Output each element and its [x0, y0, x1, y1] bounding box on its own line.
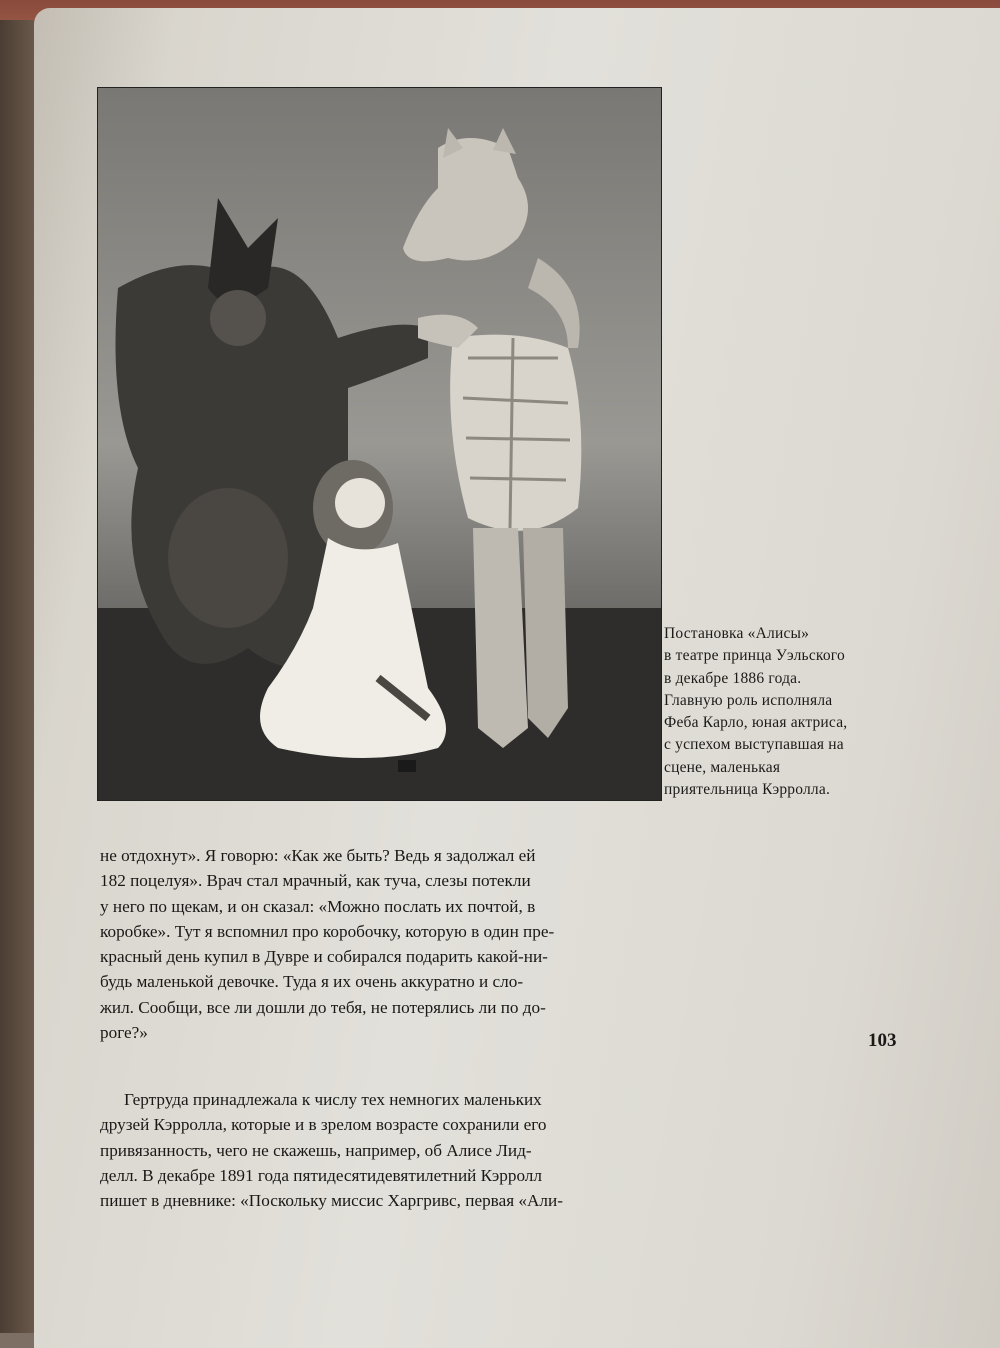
caption-line: с успехом выступавшая на — [664, 736, 844, 754]
theatre-photo — [97, 87, 662, 801]
caption-line: сцене, маленькая — [664, 758, 781, 776]
text-line: роге?» — [100, 1023, 148, 1043]
text-line: будь маленькой девочке. Туда я их очень аккуратно и сло- — [100, 972, 524, 992]
text-line: привязанность, чего не скажешь, например, об Алисе Лид- — [100, 1140, 532, 1160]
text-line: Гертруда принадлежала к числу тех немногих маленьких — [124, 1090, 542, 1109]
text-line: красный день купил в Дувре и собирался подарить какой-ни- — [100, 947, 548, 967]
text-line: жил. Сообщи, все ли дошли до тебя, не потерялись ли по до- — [100, 997, 546, 1017]
paragraph-letter-ending — [100, 843, 660, 1045]
caption-line: в декабре 1886 года. — [664, 669, 802, 687]
text-line: делл. В декабре 1891 года пятидесятидевятилетний Кэрролл — [100, 1165, 542, 1185]
text-line: у него по щекам, и он сказал: «Можно послать их почтой, в — [100, 896, 536, 916]
page-number: 103 — [868, 1030, 897, 1051]
text-line: пишет в дневнике: «Поскольку миссис Харгривс, первая «Али- — [100, 1191, 563, 1211]
caption-line: Феба Карло, юная актриса, — [664, 714, 848, 732]
theatre-photo-icon — [98, 88, 661, 800]
caption-line: в театре принца Уэльского — [664, 647, 845, 665]
text-line: коробке». Тут я вспомнил про коробочку, которую в один пре- — [100, 921, 555, 941]
photo-caption — [664, 623, 904, 801]
text-line: 182 поцелуя». Врач стал мрачный, как туча, слезы потекли — [100, 871, 531, 891]
caption-line: Постановка «Алисы» — [664, 625, 810, 642]
caption-line: приятельница Кэрролла. — [664, 781, 831, 799]
text-line: не отдохнут». Я говорю: «Как же быть? Ведь я задолжал ей — [100, 846, 536, 865]
caption-line: Главную роль исполняла — [664, 691, 833, 709]
text-line: друзей Кэрролла, которые и в зрелом возрасте сохранили его — [100, 1115, 547, 1135]
paragraph-gertrude — [100, 1087, 660, 1213]
